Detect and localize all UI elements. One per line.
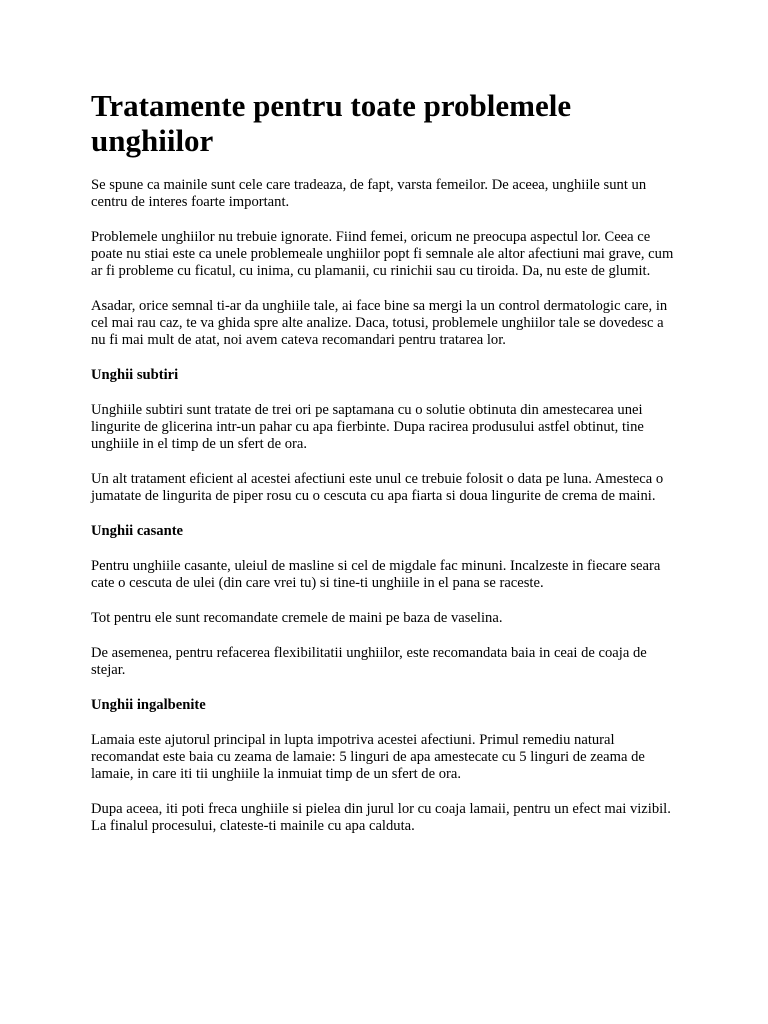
paragraph-brittle-nails-1: Pentru unghiile casante, uleiul de masline si cel de migdale fac minuni. Incalzeste in fiecare seara cate o cescuta de ulei (din care vrei tu) si tine-ti unghiile in el pana se raceste. — [91, 558, 661, 591]
paragraph-brittle-nails-2: Tot pentru ele sunt recomandate cremele de maini pe baza de vaselina. — [91, 610, 503, 626]
section-heading-yellow-nails: Unghii ingalbenite — [91, 697, 206, 713]
paragraph-intro: Se spune ca mainile sunt cele care tradeaza, de fapt, varsta femeilor. De aceea, unghiile sunt un centru de interes foarte important. — [91, 177, 647, 210]
section-heading-thin-nails: Unghii subtiri — [91, 367, 179, 383]
paragraph-brittle-nails-3: De asemenea, pentru refacerea flexibilitatii unghiilor, este recomandata baia in ceai de coaja de stejar. — [91, 645, 647, 678]
paragraph-thin-nails-1: Unghiile subtiri sunt tratate de trei ori pe saptamana cu o solutie obtinuta din amestecarea unei lingurite de glicerina intr-un pahar cu apa fierbinte. Dupa racirea produsului astfel obtinut, tine unghiile in el timp de un sfert de ora. — [91, 402, 644, 452]
section-heading-brittle-nails: Unghii casante — [91, 523, 184, 539]
paragraph-yellow-nails-2: Dupa aceea, iti poti freca unghiile si pielea din jurul lor cu coaja lamaii, pentru un efect mai vizibil. La finalul procesului, clateste-ti mainile cu apa calduta. — [91, 801, 671, 834]
paragraph-problems: Problemele unghiilor nu trebuie ignorate. Fiind femei, oricum ne preocupa aspectul lor. Ceea ce poate nu stiai este ca unele problemeale unghiilor popt fi semnale ale altor afectiuni mai grave, cum ar fi probleme cu ficatul, cu inima, cu plamanii, cu rinichii sau cu tiroida. Da, nu este de glumit. — [91, 229, 674, 279]
paragraph-thin-nails-2: Un alt tratament eficient al acestei afectiuni este unul ce trebuie folosit o data pe luna. Amesteca o jumatate de lingurita de piper rosu cu o cescuta cu apa fiarta si doua lingurite de crema de maini. — [91, 471, 664, 504]
document-title: Tratamente pentru toate problemele unghiilor — [91, 88, 572, 158]
paragraph-yellow-nails-1: Lamaia este ajutorul principal in lupta impotriva acestei afectiuni. Primul remediu natural recomandat este baia cu zeama de lamaie: 5 linguri de apa amestecate cu 5 linguri de zeama de lamaie, in care iti tii unghiile la inmuiat timp de un sfert de ora. — [91, 732, 645, 782]
paragraph-advice: Asadar, orice semnal ti-ar da unghiile tale, ai face bine sa mergi la un control dermatologic care, in cel mai rau caz, te va ghida spre alte analize. Daca, totusi, problemele unghiilor tale se dovedesc a nu fi mai mult de atat, noi avem cateva recomandari pentru tratarea lor. — [91, 298, 668, 348]
document-page — [91, 88, 679, 853]
